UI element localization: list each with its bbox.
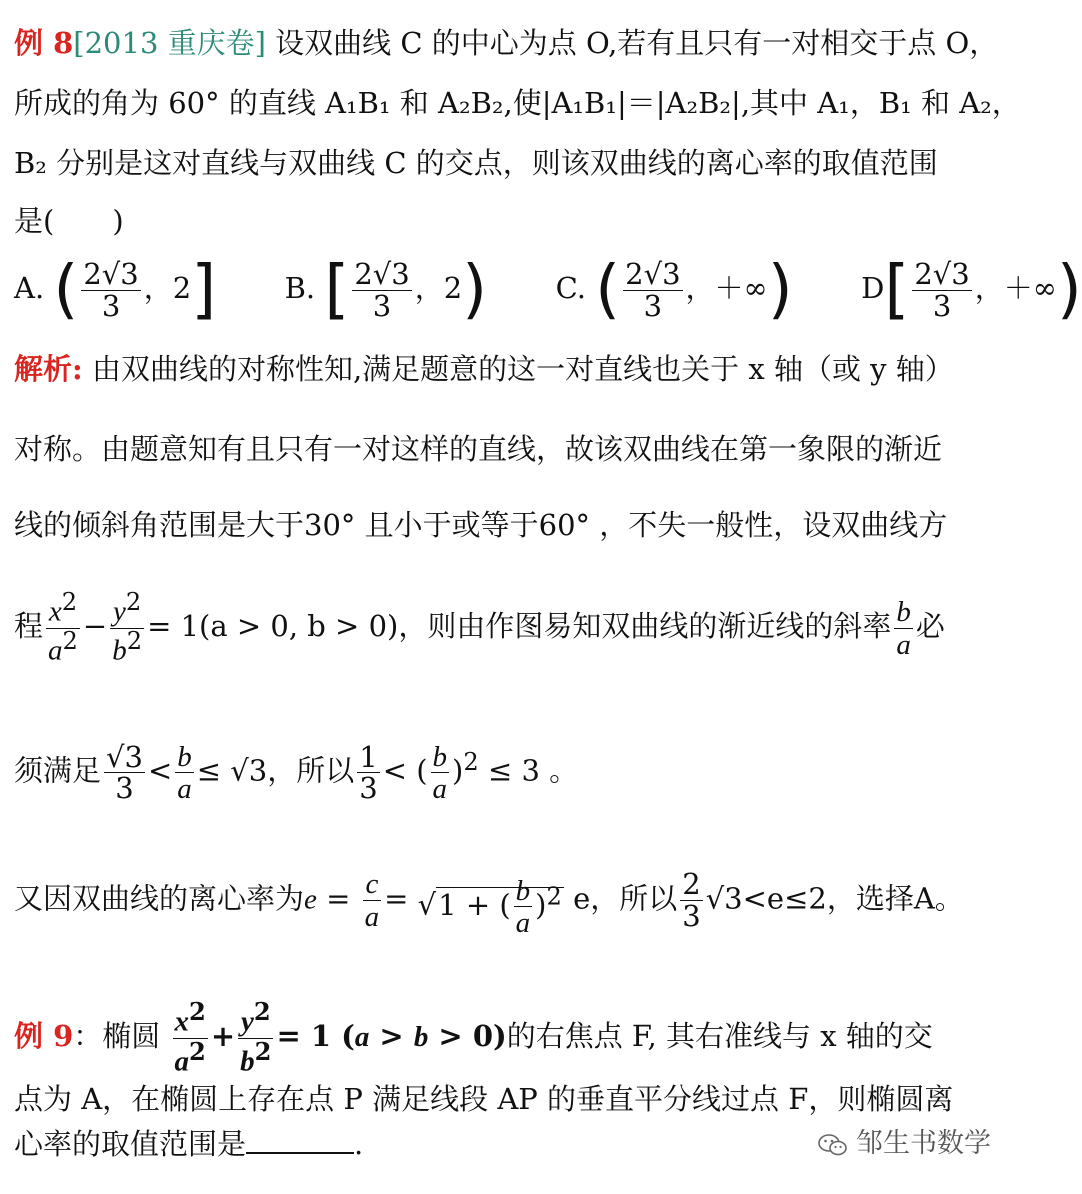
paren-close-b: ) [462,253,488,327]
option-a-label: A. [14,271,45,305]
option-d-num: 2√3 [914,257,970,292]
option-c-num: 2√3 [625,257,681,292]
wechat-icon [818,1133,848,1157]
bracket-open-b: [ [324,253,350,327]
option-c-label: C. [555,271,586,305]
option-d-upper: ，＋∞ [974,271,1057,305]
option-a[interactable] [14,253,225,327]
option-b[interactable] [284,253,497,327]
solution-p4-mid: ，则由作图易知双曲线的渐近线的斜率 [398,609,892,643]
solution-p6-post: e，所以 [573,881,678,916]
solution-p6-pre: 又因双曲线的离心率为 [14,881,305,916]
ex9-line1: 例 9：椭圆 $\frac{x^2}{a^2}$ + $\frac{y^2}{b^2}$ = 1 (a > b > 0)的右焦点 F, 其右准线与 x 轴的交 [14,997,933,1078]
ex9-text1-post: 的右焦点 F, 其右准线与 x 轴的交 [506,1019,933,1053]
ex8-text1: 设双曲线 C 的中心为点 O,若有且只有一对相交于点 O， [275,26,999,60]
solution-p1: 由双曲线的对称性知,满足题意的这一对直线也关于 x 轴（或 y 轴） [91,352,954,386]
option-a-den: 3 [101,288,121,323]
ex8-line1 [14,26,998,60]
option-d-label: D [861,271,885,305]
solution-p4-pre: 程 [14,609,44,643]
eccentricity-radical: √1 + ( $\frac{b}{a}$ )$^2$ [417,874,562,940]
options-row [14,248,1082,330]
option-c[interactable] [555,253,802,327]
option-d-den: 3 [932,288,952,323]
solution-p5: 须满足 $\frac{√3}{3}$ < $\frac{b}{a}$ ≤ √3，所以 $\frac{1}{3}$ < ( $\frac{b}{a}$ )$^2$ ≤ 3 。 [14,739,579,806]
option-a-upper: ，2 [143,271,192,305]
paren-close-c: ) [767,253,793,327]
watermark-text: 邹生书数学 [856,1128,991,1159]
paren-close-d: ) [1056,253,1082,327]
paren-open-c: ( [595,253,621,327]
paren-open-a: ( [53,253,79,327]
option-a-num: 2√3 [83,257,139,292]
solution-p6-end: √3<e≤2，选择A。 [705,881,964,916]
hyperbola-condition: = 1(a > 0, b > 0) [147,609,399,643]
ex9-line3 [14,1126,363,1161]
option-c-upper: ，＋∞ [685,271,768,305]
ex9-line3-end: . [354,1127,364,1161]
ex8-source: [2013 重庆卷] [73,26,266,60]
bracket-open-d: [ [884,253,910,327]
solution-p2: 对称。由题意知有且只有一对这样的直线，故该双曲线在第一象限的渐近 [14,432,943,466]
solution-p3: 线的倾斜角范围是大于30° 且小于或等于60° ，不失一般性，设双曲线方 [14,508,948,542]
ex8-line3: B₂ 分别是这对直线与双曲线 C 的交点，则该双曲线的离心率的取值范围 [14,146,938,180]
ex9-label: 例 9 [14,1019,74,1053]
solution-p5-mid: ，所以 [267,753,355,788]
ex8-line4: 是( ) [14,204,124,238]
solution-p5-pre: 须满足 [14,753,102,788]
solution-p4: 程 $\frac{x^2}{a^2}$ − $\frac{y^2}{b^2}$ = 1(a > 0, b > 0)，则由作图易知双曲线的渐近线的斜率 $\frac{b}{a}$ 必 [14,588,945,667]
solution-p6: 又因双曲线的离心率为e = $\frac{c}{a}$ = √1 + ( $\frac{b}{a}$ )$^2$ e，所以 $\frac{2}{3}$ √3<e≤2，选择A。 [14,856,964,945]
solution-p4-post: 必 [915,609,945,643]
bracket-close-a: ] [191,253,217,327]
option-d[interactable] [861,253,1082,327]
option-b-upper: ，2 [414,271,463,305]
option-c-den: 3 [643,288,663,323]
option-b-den: 3 [372,288,392,323]
option-b-num: 2√3 [354,257,410,292]
watermark [818,1121,991,1160]
ex9-line2: 点为 A，在椭圆上存在点 P 满足线段 AP 的垂直平分线过点 F，则椭圆离 [14,1082,954,1116]
answer-blank[interactable] [246,1126,354,1154]
ex9-line3-text: 心率的取值范围是 [14,1127,247,1161]
ex8-line2: 所成的角为 60° 的直线 A₁B₁ 和 A₂B₂,使|A₁B₁|＝|A₂B₂|,其中 A₁，B₁ 和 A₂， [14,86,1021,120]
solution-line1 [14,352,954,386]
solution-p5-end: ≤ 3 。 [487,753,579,788]
option-b-label: B. [284,271,316,305]
solution-label: 解析: [14,352,83,386]
ex8-label: 例 8 [14,26,74,60]
